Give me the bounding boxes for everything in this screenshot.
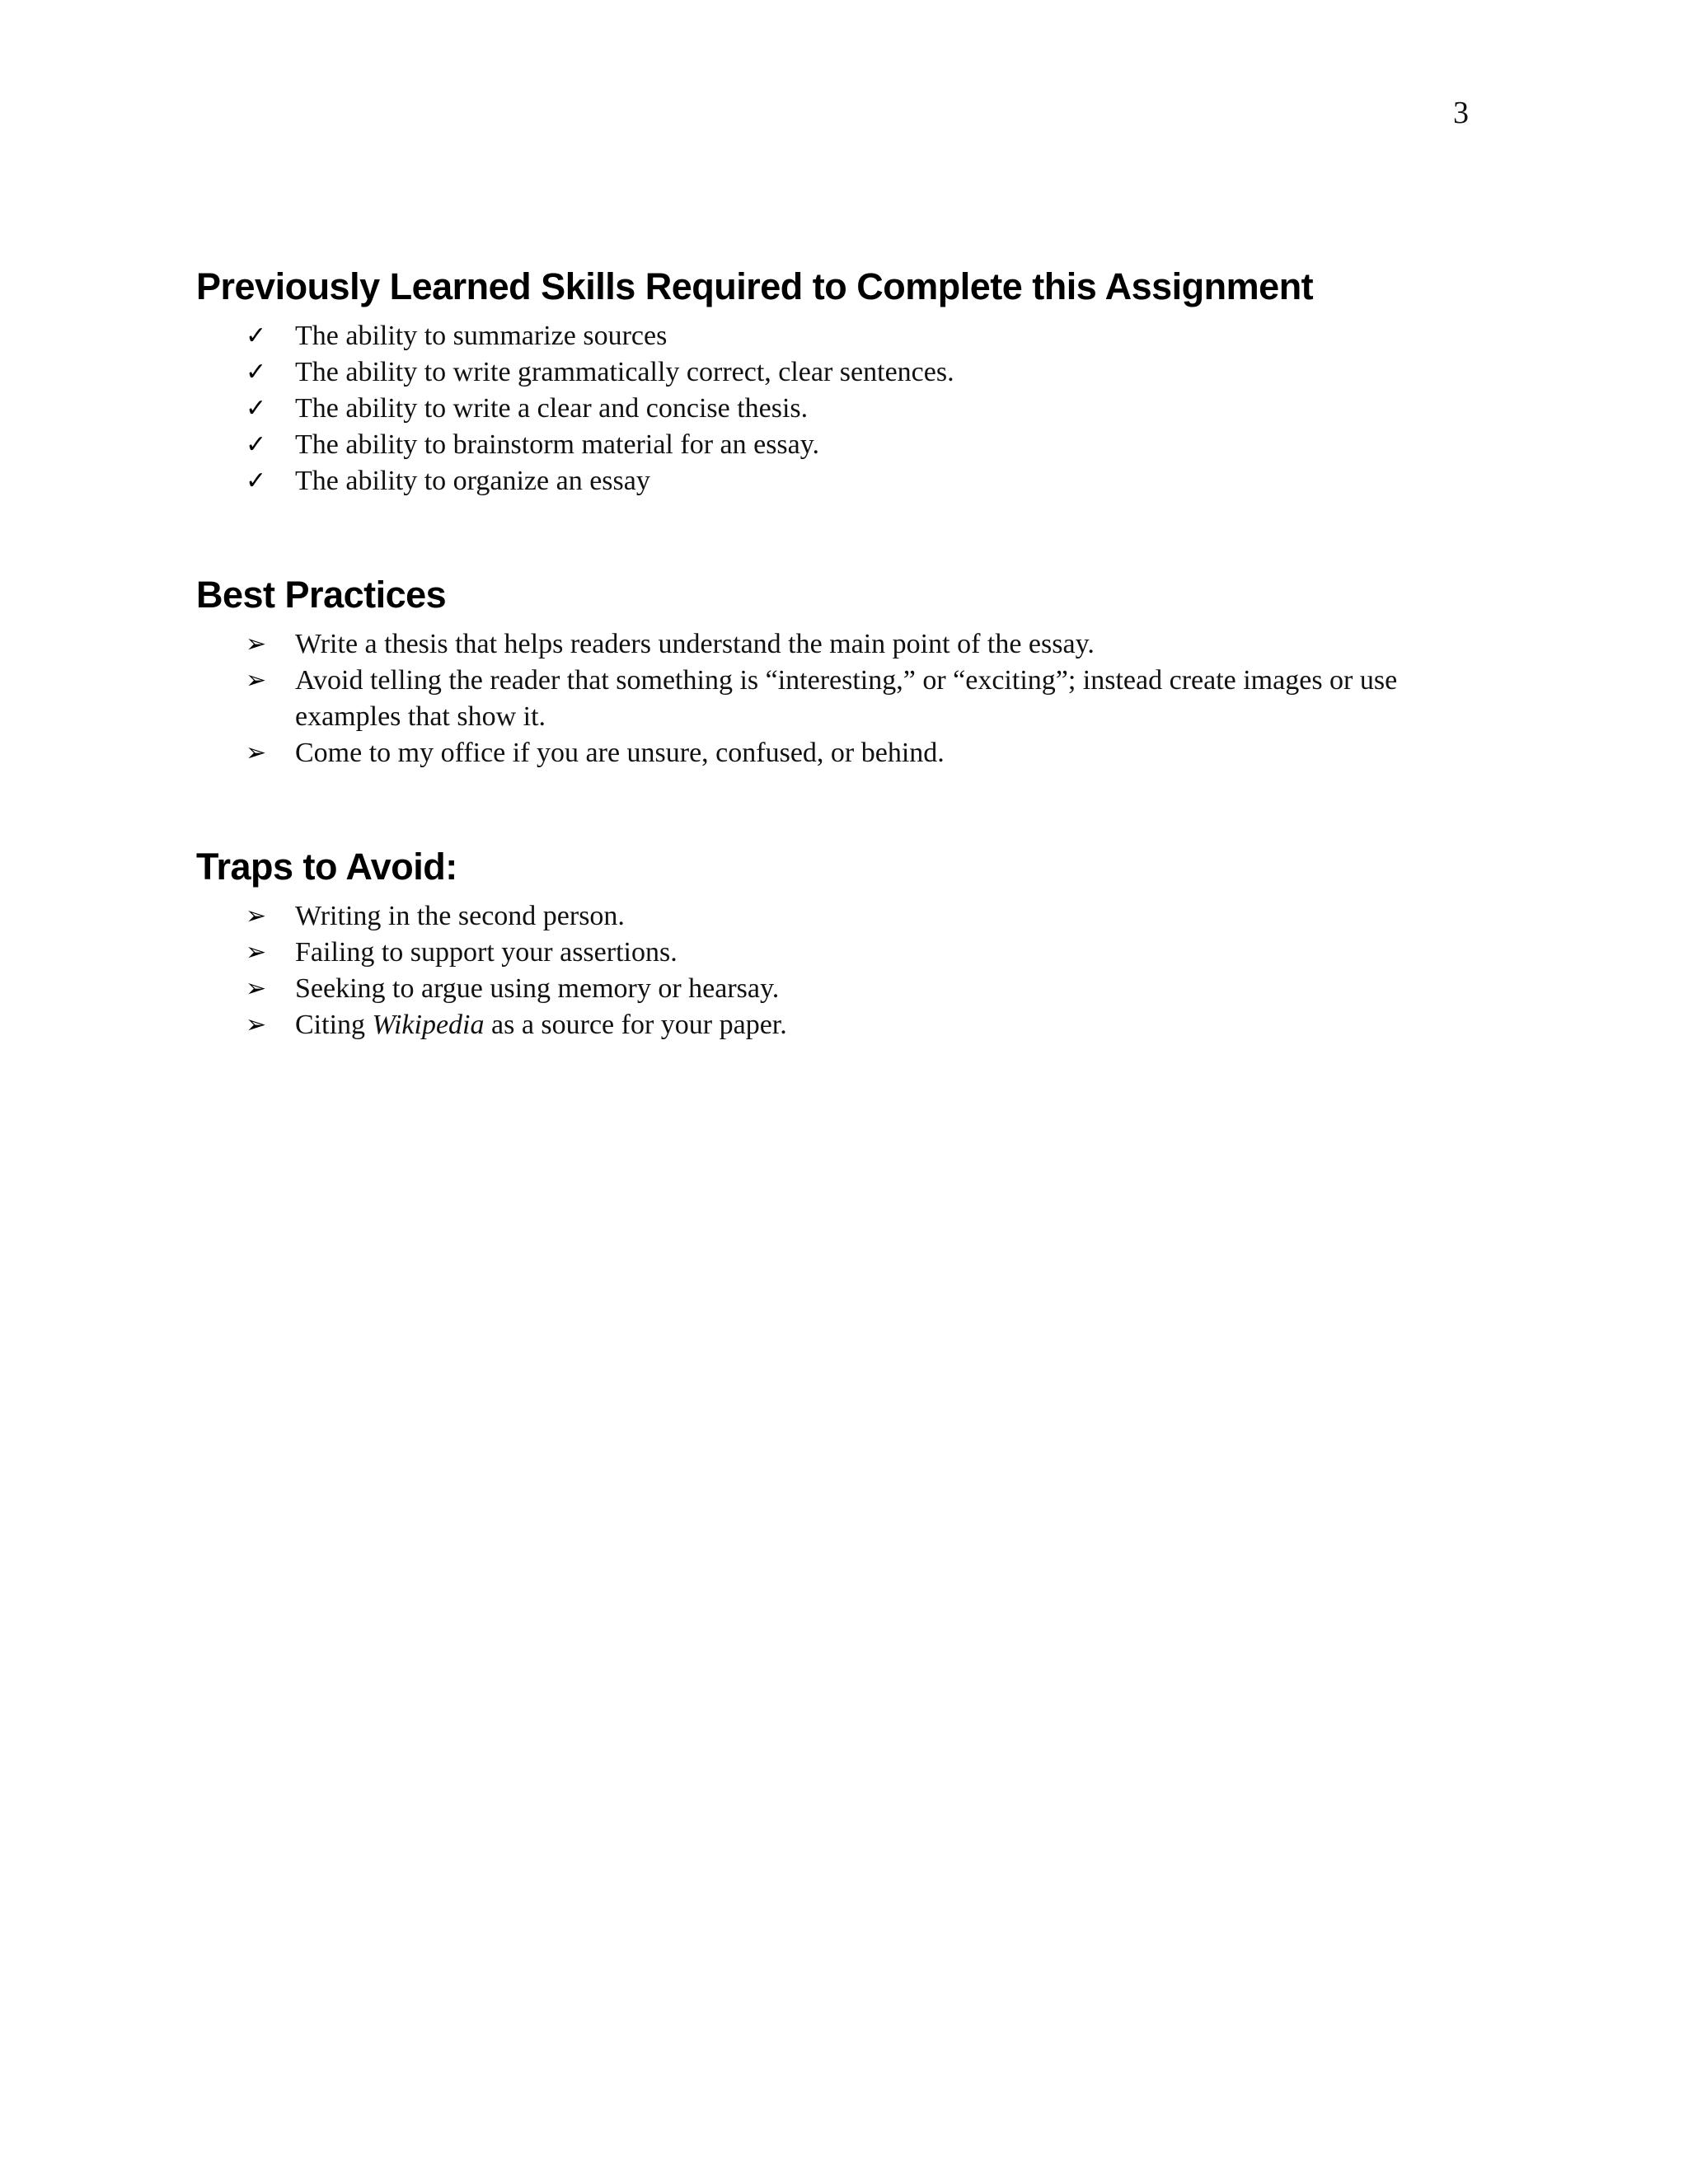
checkmark-icon: ✓ [246,394,267,423]
document-body [196,262,1482,1043]
arrowhead-icon: ➢ [246,938,267,967]
list-item [196,391,1482,427]
citing-prefix: Citing [295,1010,373,1040]
list-item [196,1007,1482,1043]
list-item-text: Writing in the second person. [295,901,625,931]
arrowhead-icon: ➢ [246,630,267,658]
section-previously-learned-skills [196,262,1482,499]
list-item-text: The ability to summarize sources [295,321,668,351]
arrowhead-icon: ➢ [246,1010,267,1039]
list-item-text: Avoid telling the reader that something is “interesting,” or “exciting”; instead create images or use examples that show it. [295,665,1398,732]
list-item [196,427,1482,463]
arrowhead-icon: ➢ [246,666,267,695]
list-item [196,626,1482,663]
list-item [196,898,1482,935]
list-item-text: Come to my office if you are unsure, confused, or behind. [295,738,945,768]
checkmark-icon: ✓ [246,430,267,459]
checkmark-icon: ✓ [246,466,267,495]
list-item [196,463,1482,499]
list-item-text: Write a thesis that helps readers understand the main point of the essay. [295,629,1095,659]
list-item [196,935,1482,971]
list-item [196,354,1482,391]
list-item-text: The ability to write a clear and concise thesis. [295,393,809,424]
checkmark-icon: ✓ [246,358,267,387]
arrowhead-icon: ➢ [246,902,267,930]
list-item-text: The ability to brainstorm material for an essay. [295,429,820,460]
section-heading: Previously Learned Skills Required to Complete this Assignment [196,265,1314,307]
list-item [196,663,1482,735]
section-heading: Traps to Avoid: [196,846,457,888]
list-item [196,735,1482,771]
arrowhead-icon: ➢ [246,738,267,767]
section-heading: Best Practices [196,574,447,616]
list-item-text: The ability to write grammatically correct, clear sentences. [295,357,954,387]
page-number: 3 [1453,96,1469,130]
traps-list [196,898,1482,1043]
best-practices-list [196,626,1482,771]
citing-suffix: as a source for your paper. [484,1010,787,1040]
list-item-text: The ability to organize an essay [295,466,650,496]
list-item [196,971,1482,1007]
section-traps-to-avoid [196,842,1482,1043]
list-item-text: Failing to support your assertions. [295,937,678,968]
arrowhead-icon: ➢ [246,974,267,1003]
wikipedia-emphasis: Wikipedia [372,1010,485,1040]
list-item [196,318,1482,354]
checkmark-icon: ✓ [246,321,267,350]
list-item-text [295,1010,787,1040]
skills-list [196,318,1482,499]
list-item-text: Seeking to argue using memory or hearsay. [295,973,780,1004]
section-best-practices [196,570,1482,771]
